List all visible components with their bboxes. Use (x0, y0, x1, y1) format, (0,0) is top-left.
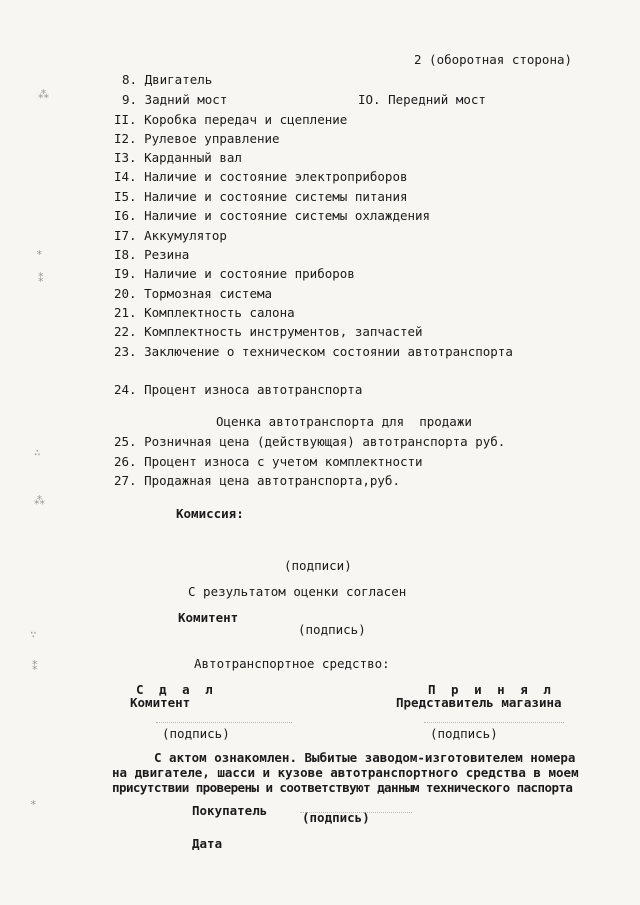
statement-line-1: С актом ознакомлен. Выбитые заводом-изготовителем номера (154, 750, 576, 765)
scan-speck: ⁂ (34, 494, 45, 507)
accepted-label: П р и н я л (428, 682, 555, 697)
sig-left: (подпись) (162, 726, 230, 741)
komitent-signature: (подпись) (298, 622, 366, 637)
scan-speck: ∗ (30, 796, 37, 809)
agreement-text: С результатом оценки согласен (188, 584, 407, 599)
vehicle-label: Автотранспортное средство: (194, 656, 390, 671)
commission-signatures: (подписи) (284, 558, 352, 573)
item-23: 23. Заключение о техническом состоянии автотранспорта (114, 344, 513, 359)
item-20: 20. Тормозная система (114, 286, 273, 301)
item-19: I9. Наличие и состояние приборов (114, 266, 355, 281)
item-18: I8. Резина (114, 247, 190, 262)
item-11: II. Коробка передач и сцепление (114, 112, 348, 127)
item-10: IO. Передний мост (358, 92, 486, 107)
buyer-signature: (подпись) (302, 810, 370, 825)
item-13: I3. Карданный вал (114, 150, 242, 165)
item-25: 25. Розничная цена (действующая) автотранспорта руб. (114, 434, 506, 449)
scan-speck: ⁂ (38, 88, 49, 101)
page-label: 2 (оборотная сторона) (414, 52, 573, 67)
statement-line-3: присутствии проверены и соответствуют данным технического паспорта (112, 780, 573, 795)
item-14: I4. Наличие и состояние электроприборов (114, 169, 408, 184)
signature-line-right (424, 722, 564, 723)
signature-line-left (156, 722, 292, 723)
handed-label: С д а л (136, 682, 217, 697)
sig-right: (подпись) (430, 726, 498, 741)
item-8: 8. Двигатель (122, 72, 213, 87)
statement-line-2: на двигателе, шасси и кузове автотранспортного средства в моем (112, 765, 579, 780)
commission-label: Комиссия: (176, 506, 244, 521)
scan-speck: ∵ (30, 628, 37, 641)
buyer-label: Покупатель (192, 803, 268, 818)
item-12: I2. Рулевое управление (114, 131, 280, 146)
scan-speck: ∴ (34, 446, 41, 459)
komitent-label: Комитент (178, 610, 239, 625)
sale-heading: Оценка автотранспорта для продажи (216, 414, 472, 429)
accepted-by: Представитель магазина (396, 695, 562, 710)
item-21: 21. Комплектность салона (114, 305, 295, 320)
item-27: 27. Продажная цена автотранспорта,руб. (114, 473, 400, 488)
item-26: 26. Процент износа с учетом комплектности (114, 454, 423, 469)
item-22: 22. Комплектность инструментов, запчастей (114, 324, 423, 339)
item-9: 9. Задний мост (122, 92, 228, 107)
item-15: I5. Наличие и состояние системы питания (114, 189, 408, 204)
handed-by: Комитент (130, 695, 191, 710)
scan-speck: ⁑ (32, 660, 38, 673)
item-17: I7. Аккумулятор (114, 228, 227, 243)
scan-speck: ∗ (36, 246, 43, 259)
scan-speck: ⁑ (38, 272, 44, 285)
date-label: Дата (192, 836, 223, 851)
item-24: 24. Процент износа автотранспорта (114, 382, 363, 397)
item-16: I6. Наличие и состояние системы охлаждения (114, 208, 431, 223)
